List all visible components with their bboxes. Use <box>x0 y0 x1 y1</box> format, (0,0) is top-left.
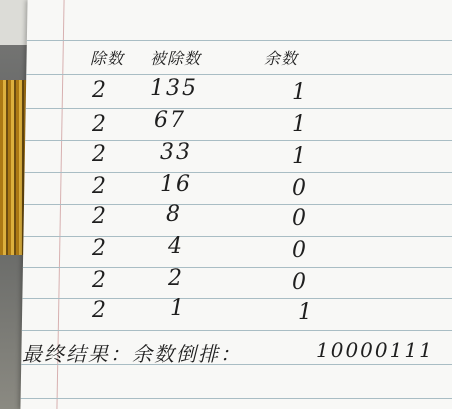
ruled-line <box>24 204 452 205</box>
ruled-line <box>22 298 452 299</box>
row-divisor: 2 <box>92 236 108 261</box>
row-dividend: 33 <box>160 140 192 165</box>
row-divisor: 2 <box>92 174 108 199</box>
row-remainder: 1 <box>292 80 308 105</box>
row-divisor: 2 <box>92 78 108 103</box>
result-value: 10000111 <box>316 338 434 362</box>
row-divisor: 2 <box>92 204 108 229</box>
ruled-line <box>23 236 452 237</box>
row-divisor: 2 <box>92 268 108 293</box>
row-remainder: 0 <box>292 206 308 231</box>
row-divisor: 2 <box>92 142 108 167</box>
row-dividend: 67 <box>154 108 186 133</box>
row-dividend: 1 <box>170 296 186 321</box>
row-remainder: 1 <box>292 112 308 137</box>
ruled-line <box>23 267 452 268</box>
row-dividend: 8 <box>166 202 182 227</box>
ruled-line <box>26 108 452 109</box>
header-divisor: 除数 <box>90 49 125 68</box>
result-label: 最终结果：余数倒排： <box>22 342 242 366</box>
ruled-line <box>21 398 452 399</box>
header-dividend: 被除数 <box>150 49 202 68</box>
ruled-line <box>26 74 452 75</box>
header-remainder: 余数 <box>264 49 299 68</box>
ruled-line <box>22 330 452 331</box>
ruled-line <box>25 172 452 173</box>
row-remainder: 0 <box>292 176 308 201</box>
ruled-line <box>25 140 452 141</box>
row-remainder: 0 <box>292 270 308 295</box>
row-dividend: 16 <box>160 172 192 197</box>
row-remainder: 1 <box>298 300 314 325</box>
row-divisor: 2 <box>92 112 108 137</box>
row-dividend: 135 <box>150 76 198 101</box>
row-dividend: 2 <box>168 266 184 291</box>
row-divisor: 2 <box>92 298 108 323</box>
row-remainder: 0 <box>292 238 308 263</box>
ruled-line <box>27 40 452 41</box>
row-dividend: 4 <box>168 234 184 259</box>
row-remainder: 1 <box>292 144 308 169</box>
